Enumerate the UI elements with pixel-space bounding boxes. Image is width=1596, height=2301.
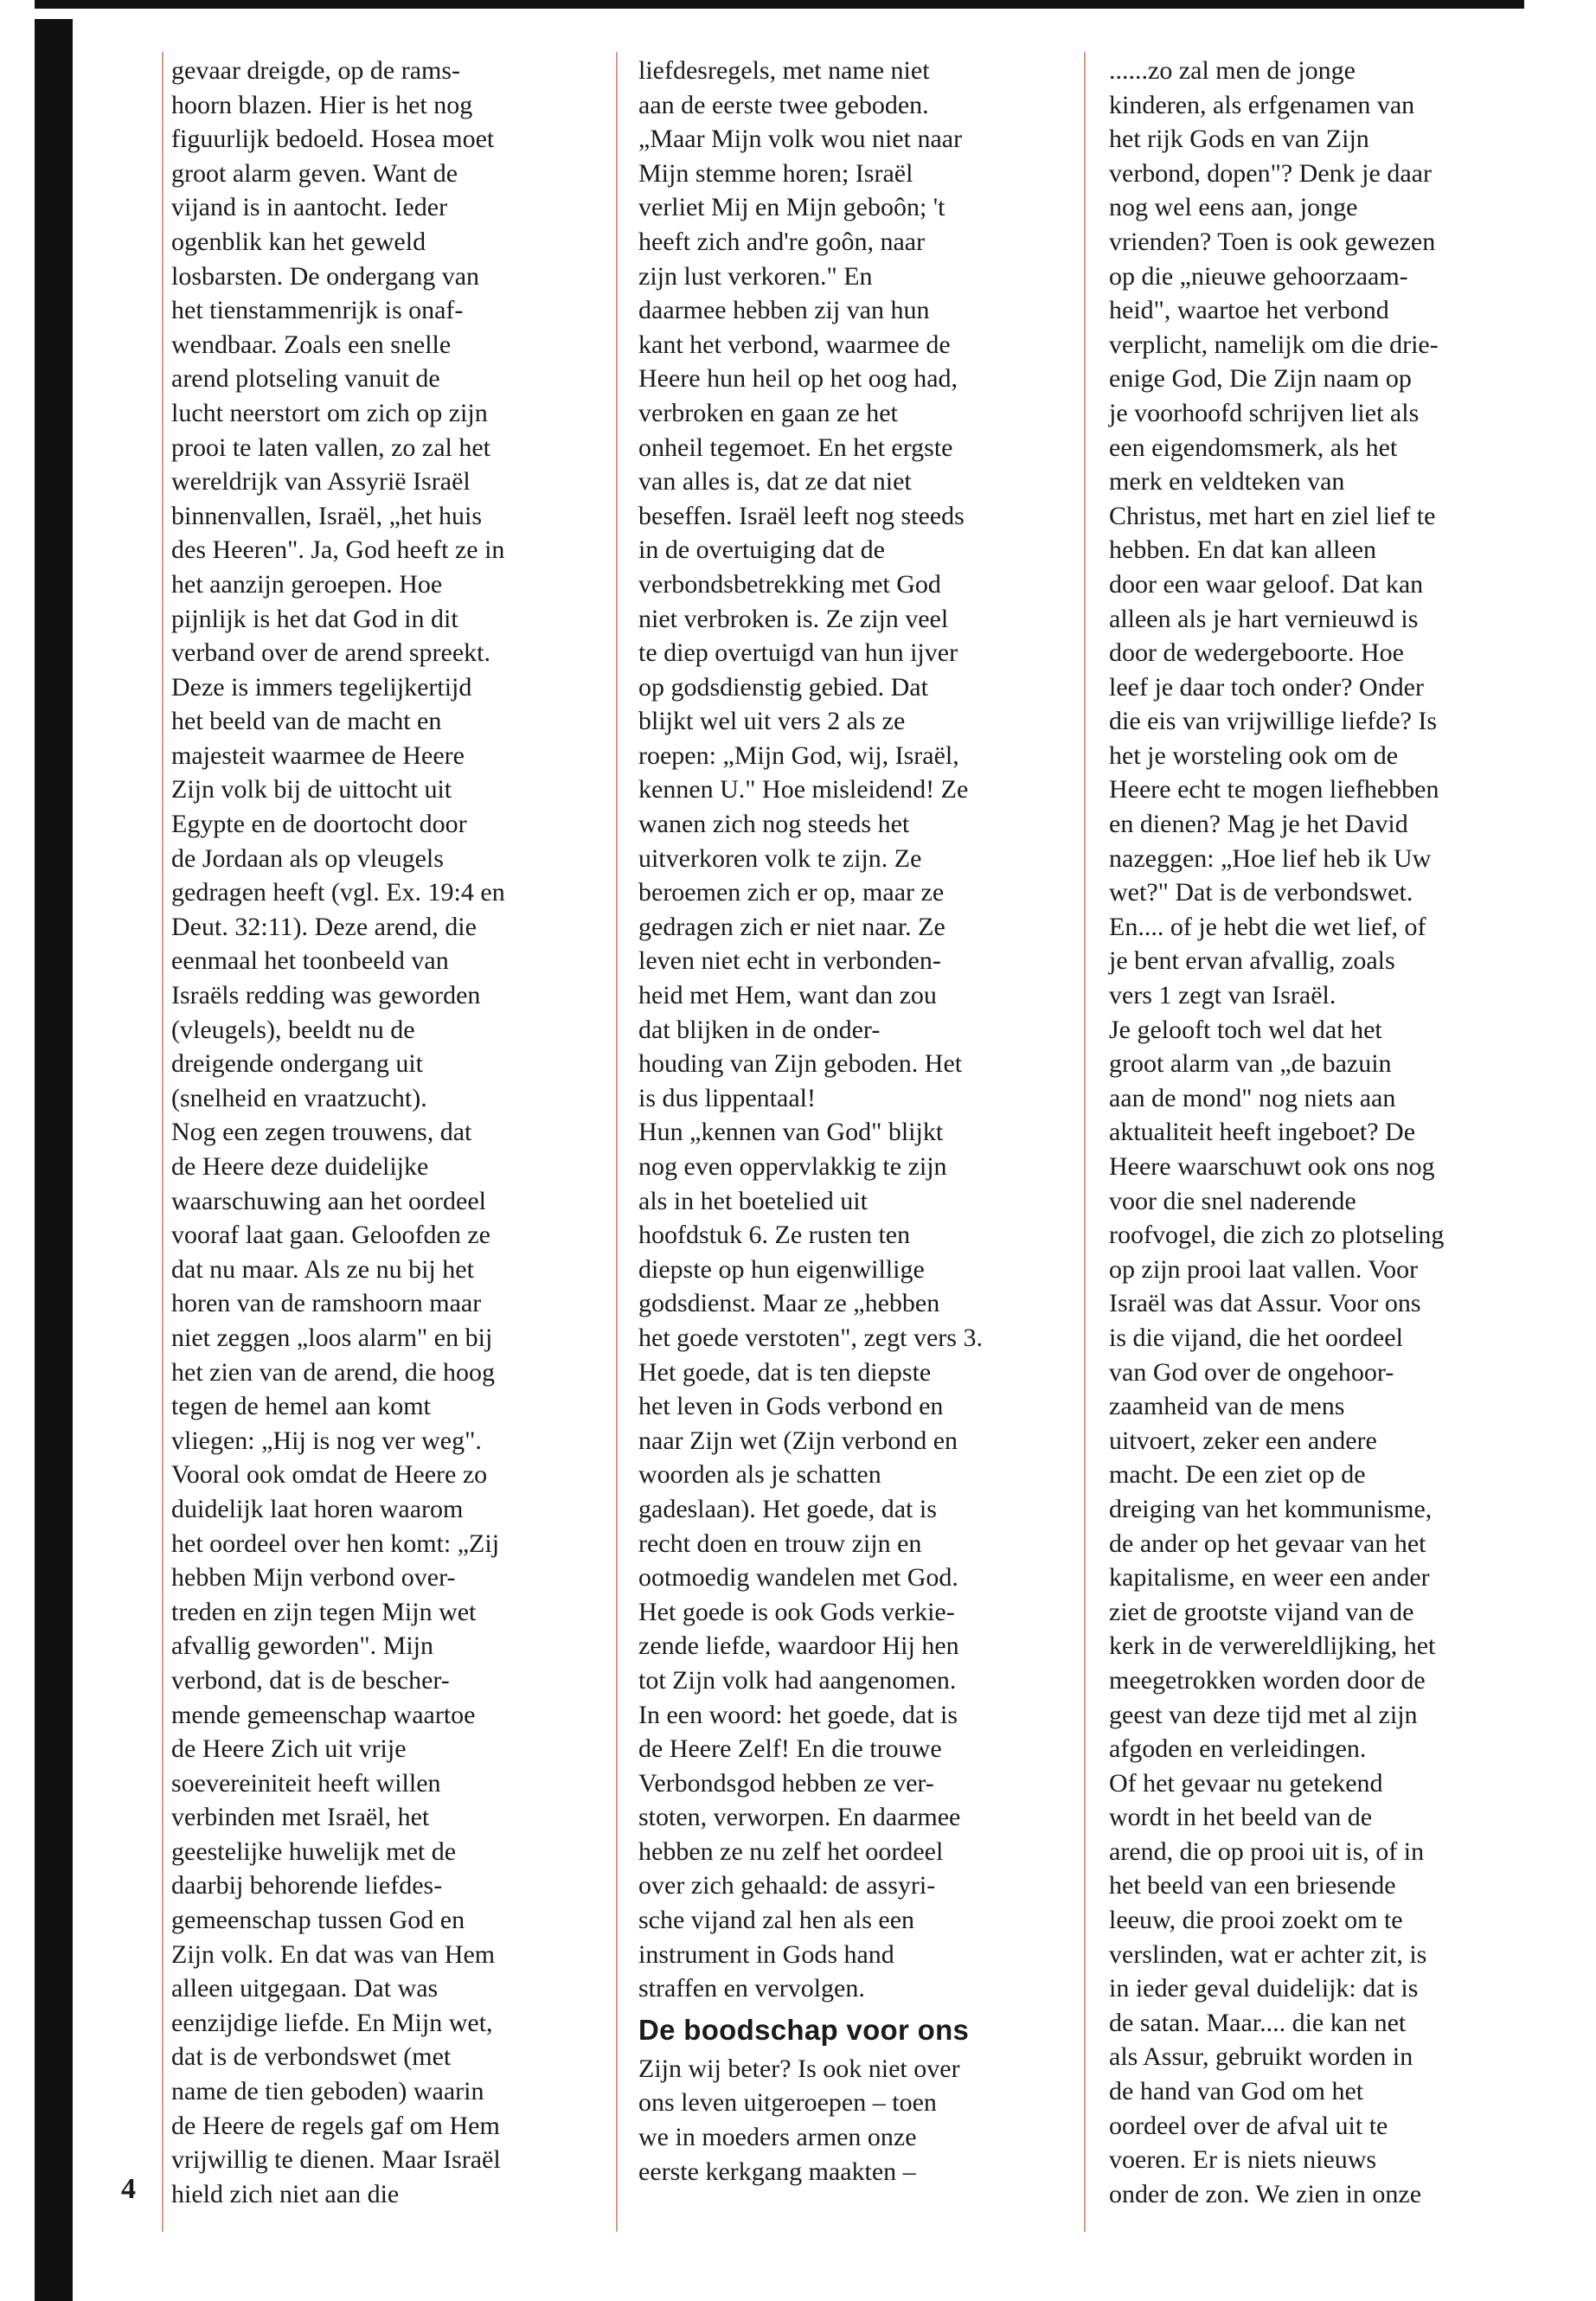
text-line: beroemen zich er op, maar ze <box>638 878 945 907</box>
text-line: Het goede is ook Gods verkie- <box>638 1597 955 1626</box>
text-line: zaamheid van de mens <box>1109 1392 1345 1421</box>
text-line: zende liefde, waardoor Hij hen <box>638 1631 959 1661</box>
text-line: de Heere de regels gaf om Hem <box>171 2111 500 2140</box>
text-line: eenzijdige liefde. En Mijn wet, <box>171 2008 493 2037</box>
text-line: heid met Hem, want dan zou <box>638 981 937 1010</box>
text-line: vijand is in aantocht. Ieder <box>171 193 448 222</box>
text-line: Egypte en de doortocht door <box>171 810 467 839</box>
text-line: wanen zich nog steeds het <box>638 810 910 839</box>
text-line: arend, die op prooi uit is, of in <box>1109 1836 1425 1866</box>
text-line: wereldrijk van Assyrië Israël <box>171 467 471 497</box>
text-line: van alles is, dat ze dat niet <box>638 467 912 497</box>
text-line: aan de eerste twee geboden. <box>638 90 929 119</box>
text-line: aktualiteit heeft ingeboet? De <box>1109 1118 1416 1147</box>
text-line: op godsdienstig gebied. Dat <box>638 672 928 702</box>
text-line: Verbondsgod hebben ze ver- <box>638 1768 934 1798</box>
text-column-3 <box>1109 54 1529 2211</box>
text-line: verbondsbetrekking met God <box>638 569 941 599</box>
text-line: des Heeren". Ja, God heeft ze in <box>171 535 505 565</box>
text-line: Of het gevaar nu getekend <box>1109 1768 1383 1798</box>
text-line: verbond, dat is de bescher- <box>171 1665 450 1695</box>
text-line: gevaar dreigde, op de rams- <box>171 56 461 85</box>
text-line: woorden als je schatten <box>638 1460 881 1490</box>
text-line: oordeel over de afval uit te <box>1109 2111 1388 2140</box>
text-line: hield zich niet aan die <box>171 2179 400 2208</box>
column-divider-3 <box>1084 52 1086 2232</box>
text-line: onder de zon. We zien in onze <box>1109 2179 1422 2208</box>
text-line: „Maar Mijn volk wou niet naar <box>638 125 963 154</box>
text-line: verliet Mij en Mijn geboôn; 't <box>638 193 945 222</box>
text-line: blijkt wel uit vers 2 als ze <box>638 707 906 736</box>
text-line: nog wel eens aan, jonge <box>1109 193 1358 222</box>
text-line: vrienden? Toen is ook gewezen <box>1109 227 1436 256</box>
text-line: diepste op hun eigenwillige <box>638 1254 925 1284</box>
text-line: Deut. 32:11). Deze arend, die <box>171 912 477 941</box>
text-line: dat blijken in de onder- <box>638 1015 881 1044</box>
text-line: die eis van vrijwillige liefde? Is <box>1109 707 1438 736</box>
text-line: lucht neerstort om zich op zijn <box>171 398 488 427</box>
text-line: roofvogel, die zich zo plotseling <box>1109 1221 1445 1250</box>
text-line: dreigende ondergang uit <box>171 1049 424 1079</box>
text-line: nog even oppervlakkig te zijn <box>638 1152 947 1181</box>
text-line: figuurlijk bedoeld. Hosea moet <box>171 125 495 154</box>
text-line: vooraf laat gaan. Geloofden ze <box>171 1221 490 1250</box>
text-line: de Jordaan als op vleugels <box>171 843 444 873</box>
text-line: beseffen. Israël leeft nog steeds <box>638 501 965 530</box>
text-line: onheil tegemoet. En het ergste <box>638 433 953 462</box>
text-line: nazeggen: „Hoe lief heb ik Uw <box>1109 843 1432 873</box>
text-line: sche vijand zal hen als een <box>638 1906 915 1935</box>
text-line: het aanzijn geroepen. Hoe <box>171 569 443 599</box>
text-line: je bent ervan afvallig, zoals <box>1109 946 1395 976</box>
text-line: Heere hun heil op het oog had, <box>638 364 958 394</box>
text-line: de Heere Zich uit vrije <box>171 1734 407 1764</box>
text-line: leef je daar toch onder? Onder <box>1109 672 1424 702</box>
text-line: hoofdstuk 6. Ze rusten ten <box>638 1221 911 1250</box>
text-line: alleen uitgegaan. Dat was <box>171 1974 439 2003</box>
text-line: dat nu maar. Als ze nu bij het <box>171 1254 474 1284</box>
text-line: in de overtuiging dat de <box>638 535 885 565</box>
text-line: Nog een zegen trouwens, dat <box>171 1118 472 1147</box>
text-line: horen van de ramshoorn maar <box>171 1289 482 1318</box>
text-line: dat is de verbondswet (met <box>171 2042 452 2072</box>
text-line: de ander op het gevaar van het <box>1109 1529 1426 1558</box>
text-line: verbroken en gaan ze het <box>638 398 898 427</box>
text-line: op zijn prooi laat vallen. Voor <box>1109 1254 1419 1284</box>
text-line: voeren. Er is niets nieuws <box>1109 2145 1377 2175</box>
text-line: merk en veldteken van <box>1109 467 1345 497</box>
text-line: het leven in Gods verbond en <box>638 1392 944 1421</box>
text-line: het beeld van een briesende <box>1109 1871 1396 1900</box>
text-line: kinderen, als erfgenamen van <box>1109 90 1415 119</box>
text-line: tot Zijn volk had aangenomen. <box>638 1665 957 1695</box>
text-line: wet?" Dat is de verbondswet. <box>1109 878 1413 907</box>
text-line: prooi te laten vallen, zo zal het <box>171 433 491 462</box>
text-line: vers 1 zegt van Israël. <box>1109 981 1336 1010</box>
text-line: kennen U." Hoe misleidend! Ze <box>638 775 969 804</box>
text-line: is dus lippentaal! <box>638 1083 816 1112</box>
text-line: Heere waarschuwt ook ons nog <box>1109 1152 1435 1181</box>
text-line: Zijn volk. En dat was van Hem <box>171 1939 496 1969</box>
text-line: tegen de hemel aan komt <box>171 1392 431 1421</box>
text-line: leeuw, die prooi zoekt om te <box>1109 1906 1403 1935</box>
text-line: verplicht, namelijk om die drie- <box>1109 330 1439 359</box>
text-line: hebben ze nu zelf het oordeel <box>638 1836 944 1866</box>
text-line: te diep overtuigd van hun ijver <box>638 638 958 668</box>
text-line: Christus, met hart en ziel lief te <box>1109 501 1436 530</box>
text-line: In een woord: het goede, dat is <box>638 1700 958 1729</box>
text-line: Israël was dat Assur. Voor ons <box>1109 1289 1421 1318</box>
text-line: gemeenschap tussen God en <box>171 1906 465 1935</box>
text-line: op die „nieuwe gehoorzaam- <box>1109 261 1408 291</box>
text-line: niet verbroken is. Ze zijn veel <box>638 604 949 633</box>
text-line: wendbaar. Zoals een snelle <box>171 330 452 359</box>
text-line: zijn lust verkoren." En <box>638 261 873 291</box>
page-number: 4 <box>121 2173 136 2205</box>
text-line: arend plotseling vanuit de <box>171 364 440 394</box>
text-line: over zich gehaald: de assyri- <box>638 1871 936 1900</box>
column-divider-2 <box>616 52 618 2232</box>
text-line: Israëls redding was geworden <box>171 981 481 1010</box>
text-line: is die vijand, die het oordeel <box>1109 1323 1403 1352</box>
text-line: de Heere Zelf! En die trouwe <box>638 1734 942 1764</box>
text-line: mende gemeenschap waartoe <box>171 1700 476 1729</box>
text-line: de satan. Maar.... die kan net <box>1109 2008 1407 2037</box>
text-line: majesteit waarmee de Heere <box>171 740 465 770</box>
text-line: vrijwillig te dienen. Maar Israël <box>171 2145 501 2175</box>
text-line: name de tien geboden) waarin <box>171 2077 484 2106</box>
text-line: gedragen zich er niet naar. Ze <box>638 912 945 941</box>
text-line: (vleugels), beeldt nu de <box>171 1015 415 1044</box>
text-line: naar Zijn wet (Zijn verbond en <box>638 1426 958 1455</box>
text-line: gedragen heeft (vgl. Ex. 19:4 en <box>171 878 505 907</box>
text-line: de hand van God om het <box>1109 2077 1364 2106</box>
text-line: alleen als je hart vernieuwd is <box>1109 604 1419 633</box>
text-line: ons leven uitgeroepen – toen <box>638 2088 937 2118</box>
text-line: kant het verbond, waarmee de <box>638 330 951 359</box>
text-line: als in het boetelied uit <box>638 1186 868 1215</box>
text-line: afgoden en verleidingen. <box>1109 1734 1367 1764</box>
text-line: het goede verstoten", zegt vers 3. <box>638 1323 983 1352</box>
text-line: verband over de arend spreekt. <box>171 638 490 668</box>
text-line: het je worsteling ook om de <box>1109 740 1399 770</box>
text-line: door de wedergeboorte. Hoe <box>1109 638 1404 668</box>
text-line: enige God, Die Zijn naam op <box>1109 364 1412 394</box>
text-line: hebben Mijn verbond over- <box>171 1563 456 1593</box>
text-column-2 <box>638 54 1058 2189</box>
text-line: pijnlijk is het dat God in dit <box>171 604 458 633</box>
text-column-1 <box>171 54 591 2211</box>
text-line: en dienen? Mag je het David <box>1109 810 1408 839</box>
text-line: hebben. En dat kan alleen <box>1109 535 1377 565</box>
text-line: de Heere deze duidelijke <box>171 1152 429 1181</box>
text-line: houding van Zijn geboden. Het <box>638 1049 963 1079</box>
text-line: hoorn blazen. Hier is het nog <box>171 90 473 119</box>
text-line: Zijn volk bij de uittocht uit <box>171 775 452 804</box>
text-line: heeft zich and're goôn, naar <box>638 227 926 256</box>
text-line: vliegen: „Hij is nog ver weg". <box>171 1426 482 1455</box>
text-line: Deze is immers tegelijkertijd <box>171 672 472 702</box>
text-line: macht. De een ziet op de <box>1109 1460 1366 1490</box>
text-line: voor die snel naderende <box>1109 1186 1356 1215</box>
text-line: daarmee hebben zij van hun <box>638 296 930 325</box>
text-line: het tienstammenrijk is onaf- <box>171 296 464 325</box>
text-line: aan de mond" nog niets aan <box>1109 1083 1396 1112</box>
text-line: stoten, verworpen. En daarmee <box>638 1803 961 1832</box>
text-line: niet zeggen „loos alarm" en bij <box>171 1323 493 1352</box>
text-line: het rijk Gods en van Zijn <box>1109 125 1369 154</box>
text-line: het beeld van de macht en <box>171 707 442 736</box>
text-line: (snelheid en vraatzucht). <box>171 1083 427 1112</box>
text-line: als Assur, gebruikt worden in <box>1109 2042 1413 2072</box>
text-line: groot alarm van „de bazuin <box>1109 1049 1392 1079</box>
text-line: wordt in het beeld van de <box>1109 1803 1373 1832</box>
text-line: geest van deze tijd met al zijn <box>1109 1700 1418 1729</box>
text-line: liefdesregels, met name niet <box>638 56 930 85</box>
text-line: roepen: „Mijn God, wij, Israël, <box>638 740 959 770</box>
text-line: heid", waartoe het verbond <box>1109 296 1389 325</box>
text-line: afvallig geworden". Mijn <box>171 1631 434 1661</box>
left-margin-bar <box>35 19 73 2301</box>
text-line: uitvoert, zeker een andere <box>1109 1426 1377 1455</box>
text-line: En.... of je hebt die wet lief, of <box>1109 912 1426 941</box>
text-line: duidelijk laat horen waarom <box>171 1494 464 1523</box>
text-line: Hun „kennen van God" blijkt <box>638 1118 944 1147</box>
text-line: ootmoedig wandelen met God. <box>638 1563 958 1593</box>
text-line: losbarsten. De ondergang van <box>171 261 480 291</box>
column-divider-1 <box>162 52 163 2232</box>
text-line: instrument in Gods hand <box>638 1939 894 1969</box>
text-line: straffen en vervolgen. <box>638 1974 865 2003</box>
text-line: het zien van de arend, die hoog <box>171 1357 496 1387</box>
text-line: Het goede, dat is ten diepste <box>638 1357 932 1387</box>
text-line: van God over de ongehoor- <box>1109 1357 1394 1387</box>
text-line: ogenblik kan het geweld <box>171 227 426 256</box>
text-line: dreiging van het kommunisme, <box>1109 1494 1433 1523</box>
text-line: gadeslaan). Het goede, dat is <box>638 1494 937 1523</box>
text-line: recht doen en trouw zijn en <box>638 1529 922 1558</box>
text-line: Mijn stemme horen; Israël <box>638 158 913 188</box>
text-line: waarschuwing aan het oordeel <box>171 1186 487 1215</box>
text-line: groot alarm geven. Want de <box>171 158 458 188</box>
text-line: Vooral ook omdat de Heere zo <box>171 1460 488 1490</box>
text-line: ziet de grootste vijand van de <box>1109 1597 1414 1626</box>
text-line: kapitalisme, en weer een ander <box>1109 1563 1430 1593</box>
text-line: een eigendomsmerk, als het <box>1109 433 1398 462</box>
text-line: door een waar geloof. Dat kan <box>1109 569 1424 599</box>
text-line: meegetrokken worden door de <box>1109 1665 1426 1695</box>
section-heading: De boodschap voor ons <box>638 2013 970 2046</box>
text-line: verbinden met Israël, het <box>171 1803 430 1832</box>
text-line: kerk in de verwereldlijking, het <box>1109 1631 1436 1661</box>
top-border-rule <box>35 0 1524 9</box>
text-line: treden en zijn tegen Mijn wet <box>171 1597 477 1626</box>
text-line: verslinden, wat er achter zit, is <box>1109 1939 1427 1969</box>
text-line: leven niet echt in verbonden- <box>638 946 941 976</box>
text-line: in ieder geval duidelijk: dat is <box>1109 1974 1419 2003</box>
text-line: godsdienst. Maar ze „hebben <box>638 1289 940 1318</box>
text-line: eenmaal het toonbeeld van <box>171 946 449 976</box>
text-line: verbond, dopen"? Denk je daar <box>1109 158 1432 188</box>
text-line: het oordeel over hen komt: „Zij <box>171 1529 500 1558</box>
text-line: Zijn wij beter? Is ook niet over <box>638 2054 960 2083</box>
text-line: Heere echt te mogen liefhebben <box>1109 775 1439 804</box>
text-line: daarbij behorende liefdes- <box>171 1871 443 1900</box>
text-line: uitverkoren volk te zijn. Ze <box>638 843 922 873</box>
text-line: je voorhoofd schrijven liet als <box>1109 398 1420 427</box>
text-line: ......zo zal men de jonge <box>1109 56 1356 85</box>
text-line: we in moeders armen onze <box>638 2123 917 2152</box>
text-line: geestelijke huwelijk met de <box>171 1836 457 1866</box>
text-line: soevereiniteit heeft willen <box>171 1768 441 1798</box>
text-line: eerste kerkgang maakten – <box>638 2157 916 2186</box>
text-line: Je gelooft toch wel dat het <box>1109 1015 1382 1044</box>
text-line: binnenvallen, Israël, „het huis <box>171 501 483 530</box>
